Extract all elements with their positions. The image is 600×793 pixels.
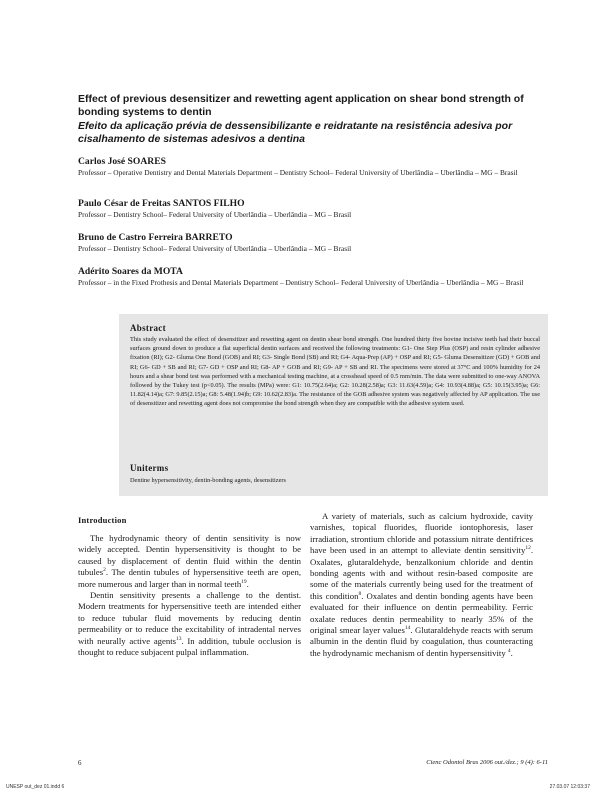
author-affiliation: Professor – Dentistry School– Federal University of Uberlândia – Uberlândia – MG – Brasil [78,210,352,219]
paragraph: A variety of materials, such as calcium hydroxide, cavity varnishes, topical fluorides, fluoride iontophoresis, laser irradiation, strontium chloride and potassium nitrate dentifrices have been used in an attempt to alleviate dentin sensitivity$^{12}$. Oxalates, glutaraldehyde, benzalkonium chloride and dentin bonding agents with and without resin-based composite are some of the materials currently being used for the treatment of this condition$^8$. Oxalates and dentin bonding agents have been evaluated for their influence on dentin permeability. Ferric oxalate reduces dentin permeability to nearly 35% of the original smear layer values$^{14}$. Glutaraldehyde reacts with serum albumin in the dentin fluid by coagulation, thus counteracting the hydrodynamic mechanism of dentin hypersensitivity $^4$. [310,511,534,658]
author-name: Adérito Soares da MOTA [78,266,183,277]
page-number: 6 [78,759,82,767]
author-name: Carlos José SOARES [78,156,166,167]
journal-citation: Cienc Odontol Bras 2006 out./dez.; 9 (4): 6-11 [426,759,548,766]
abstract-heading: Abstract [130,323,166,333]
author-affiliation: Professor – in the Fixed Prothesis and Dental Materials Department – Dentistry School– Federal University of Uberlândia – Uberlândia – MG – Brasil [78,278,524,287]
introduction-heading: Introduction [78,515,127,525]
abstract-text: This study evaluated the effect of desensitizer and rewetting agent on dentin shear bond strength. One hundred thirty five bovine incisive teeth had their buccal surfaces ground down to produce a flat superficial dentin surfaces and received the following treatments: G1- One Step Plus (OSP) and resin cylinder adhesive fixation (RI); G2- Gluma One Bond (GOB) and RI; G3- Single Bond (SB) and RI; G4- Aqua-Prep (AP) + OSP and RI; G5- Gluma Desensitizer (GD) + GOB and RI; G6- GD + SB and RI; G7- GD + OSP and RI; G8- AP + GOB and RI; G9- AP + SB and RI. The specimens were stored at 37°C and 100% humidity for 24 hours and a shear bond test was performed with a mechanical testing machine, at a crosshead speed of 0.5 mm/min. The data were submitted to one-way ANOVA followed by the Tukey test (p<0.05). The results (MPa) were: G1: 10.75(2.64)a; G2: 10.28(2.58)a; G3: 11.63(4.59)a; G4: 10.93(4.88)a; G5: 10.15(3.95)a; G6: 11.82(4.14)a; G7: 9.85(2.15)a; G8: 5.48(1.94)b; G9: 10.62(2.83)a. The resistance of the GOB adhesive system was negatively affected by AP application. The use of desensitizer and rewetting agent does not compromise the bond strength when they are compatible with the adhesive system used. [130,336,540,408]
paragraph: The hydrodynamic theory of dentin sensitivity is now widely accepted. Dentin hypersensitivity is thought to be caused by displacement of dentin fluid within the dentin tubules$^2$. The dentin tubules of hypersensitive teeth are open, more numerous and larger than in normal teeth$^{19}$. [78,533,301,589]
print-file-label: UNESP out_dez 01.indd 6 [6,784,65,790]
right-column [310,511,533,659]
author-block [78,266,538,288]
author-block [78,156,538,178]
title-portuguese: Efeito da aplicação prévia de dessensibilizante e reidratante na resistência adesiva por cisalhamento de sistemas adesivos a dentina [78,120,513,145]
author-block [78,198,538,220]
author-name: Bruno de Castro Ferreira BARRETO [78,232,233,243]
uniterms-text: Dentine hypersensitivity, dentin-bonding agents, desensitizers [130,477,286,484]
author-block [78,232,538,254]
uniterms-heading: Uniterms [130,463,169,473]
paragraph: Dentin sensitivity presents a challenge to the dentist. Modern treatments for hypersensitive teeth are intended either to reduce tubular fluid movements by reducing dentin permeability or to reduce the excitability of intradental nerves with neurally active agents$^{13}$. In addition, tubule occlusion is thought to reduce subjacent pulpal inflammation. [78,590,301,658]
author-affiliation: Professor – Dentistry School– Federal University of Uberlândia – Uberlândia – MG – Brasil [78,244,352,253]
print-date-label: 27.03.07 12:03:37 [549,784,590,790]
title-english: Effect of previous desensitizer and rewetting agent application on shear bond strength of bonding systems to dentin [78,93,524,118]
author-name: Paulo César de Freitas SANTOS FILHO [78,198,245,209]
author-affiliation: Professor – Operative Dentistry and Dental Materials Department – Dentistry School– Federal University of Uberlândia – Uberlândia – MG – Brasil [78,168,518,177]
left-column [78,533,301,658]
